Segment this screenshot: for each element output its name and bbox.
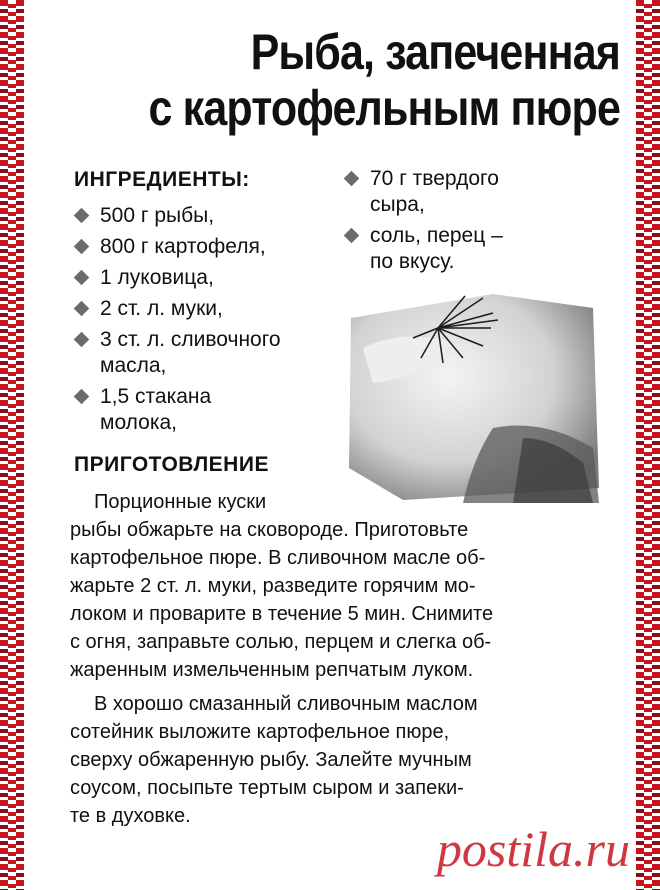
text-line: жаренным измельченным репчатым луком. xyxy=(70,659,474,681)
text-line: сверху обжаренную рыбу. Залейте мучным xyxy=(70,749,472,771)
text-line: локом и проварите в течение 5 мин. Снимите xyxy=(70,603,494,625)
right-ornament-border xyxy=(636,0,660,890)
ingredient-text: молока, xyxy=(100,411,177,434)
list-item xyxy=(72,327,342,353)
list-item-continuation xyxy=(72,410,342,436)
ingredient-text: сыра, xyxy=(370,193,425,216)
list-item xyxy=(72,384,342,410)
preparation-paragraph-2 xyxy=(70,690,592,830)
ingredient-text: по вкусу. xyxy=(370,250,455,273)
text-line: В хорошо смазанный сливочным маслом xyxy=(94,693,478,715)
site-watermark: postila.ru xyxy=(436,821,630,877)
title-line-1: Рыба, запеченная xyxy=(250,24,620,80)
text-line: с огня, заправьте солью, перцем и слегка об- xyxy=(70,631,492,653)
ingredient-text: 500 г рыбы, xyxy=(100,204,215,227)
list-item xyxy=(342,166,592,192)
ingredients-list-left xyxy=(72,203,342,441)
list-item-continuation xyxy=(342,192,592,218)
ingredient-text: 70 г твердого xyxy=(370,167,499,190)
diamond-bullet-icon xyxy=(74,301,90,317)
recipe-title xyxy=(138,24,620,136)
text-line: жарьте 2 ст. л. муки, разведите горячим мо- xyxy=(70,575,476,597)
diamond-bullet-icon xyxy=(74,208,90,224)
text-line: Порционные куски xyxy=(94,491,267,513)
title-line-2: с картофельным пюре xyxy=(148,80,621,136)
ingredient-text: 2 ст. л. муки, xyxy=(100,297,223,320)
baked-fish-image xyxy=(343,288,599,503)
list-item xyxy=(72,296,342,322)
ingredient-text: 1 луковица, xyxy=(100,266,214,289)
diamond-bullet-icon xyxy=(74,239,90,255)
diamond-bullet-icon xyxy=(344,228,360,244)
preparation-heading: ПРИГОТОВЛЕНИЕ xyxy=(74,453,269,476)
diamond-bullet-icon xyxy=(74,332,90,348)
text-line: рыбы обжарьте на сковороде. Приготовьте xyxy=(70,519,469,541)
diamond-bullet-icon xyxy=(74,389,90,405)
text-line: сотейник выложите картофельное пюре, xyxy=(70,721,450,743)
diamond-bullet-icon xyxy=(344,171,360,187)
text-line: картофельное пюре. В сливочном масле об- xyxy=(70,547,486,569)
text-line: те в духовке. xyxy=(70,805,191,827)
list-item-continuation xyxy=(342,249,592,275)
ingredient-text: масла, xyxy=(100,354,167,377)
diamond-bullet-icon xyxy=(74,270,90,286)
ingredient-text: соль, перец – xyxy=(370,224,503,247)
preparation-paragraph-1 xyxy=(70,488,592,684)
list-item xyxy=(342,223,592,249)
list-item-continuation xyxy=(72,353,342,379)
list-item xyxy=(72,234,342,260)
list-item xyxy=(72,265,342,291)
ingredients-list-right xyxy=(342,166,592,280)
text-line: соусом, посыпьте тертым сыром и запеки- xyxy=(70,777,464,799)
dish-photo xyxy=(343,288,599,503)
ingredient-text: 3 ст. л. сливочного xyxy=(100,328,281,351)
ingredient-text: 1,5 стакана xyxy=(100,385,212,408)
left-ornament-border xyxy=(0,0,24,890)
ingredients-heading: ИНГРЕДИЕНТЫ: xyxy=(74,168,250,191)
ingredient-text: 800 г картофеля, xyxy=(100,235,266,258)
list-item xyxy=(72,203,342,229)
